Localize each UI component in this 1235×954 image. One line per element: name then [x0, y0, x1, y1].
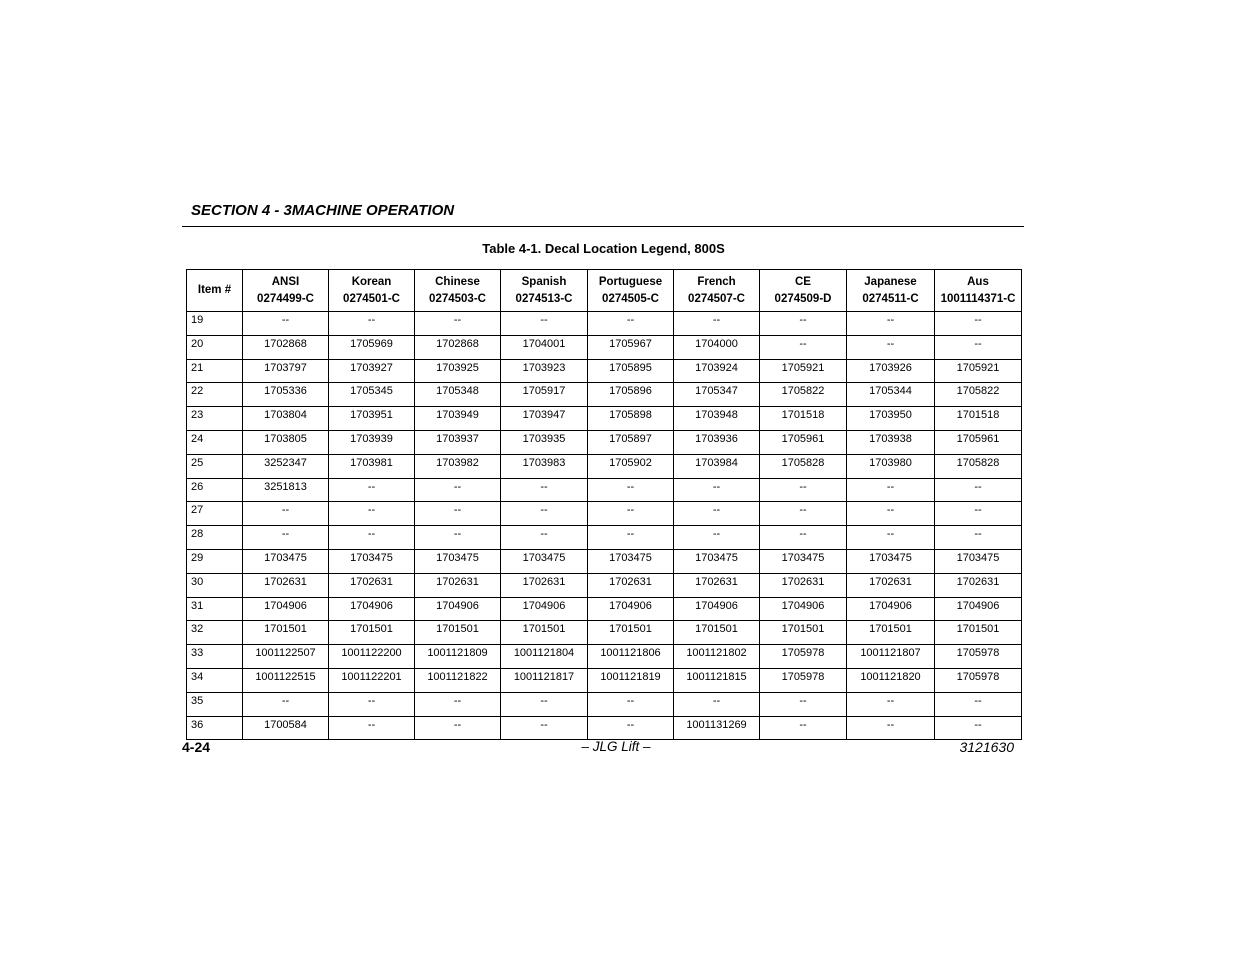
item-number-cell: 32: [187, 621, 243, 645]
column-header-portuguese: [588, 270, 674, 312]
part-number-cell: --: [588, 478, 674, 502]
part-number-cell: 1702631: [935, 573, 1022, 597]
part-number-cell: 1703475: [415, 549, 501, 573]
part-number-cell: 1705828: [935, 454, 1022, 478]
table-header-row: [187, 270, 1022, 312]
part-number-cell: 1703984: [674, 454, 760, 478]
part-number-cell: 1705347: [674, 383, 760, 407]
part-number-cell: 1001121822: [415, 668, 501, 692]
part-number-cell: --: [847, 478, 935, 502]
column-header-spanish: [501, 270, 588, 312]
part-number-cell: 1001121807: [847, 645, 935, 669]
part-number-cell: 3252347: [243, 454, 329, 478]
part-number-cell: 1701501: [501, 621, 588, 645]
part-number-cell: 1705895: [588, 359, 674, 383]
table-row: [187, 359, 1022, 383]
table-row: [187, 597, 1022, 621]
part-number-cell: 1705822: [935, 383, 1022, 407]
footer-center: – JLG Lift –: [581, 739, 651, 754]
column-header-part-number: 0274513-C: [515, 292, 573, 305]
part-number-cell: 1701501: [847, 621, 935, 645]
part-number-cell: 1704906: [501, 597, 588, 621]
part-number-cell: 1700584: [243, 716, 329, 740]
part-number-cell: 1704906: [847, 597, 935, 621]
table-row: [187, 502, 1022, 526]
part-number-cell: 1701518: [760, 407, 847, 431]
column-header-part-number: 0274509-D: [774, 292, 832, 305]
part-number-cell: 1705828: [760, 454, 847, 478]
part-number-cell: --: [847, 526, 935, 550]
part-number-cell: 1703475: [847, 549, 935, 573]
part-number-cell: --: [674, 692, 760, 716]
part-number-cell: 1701501: [935, 621, 1022, 645]
part-number-cell: --: [760, 335, 847, 359]
table-row: [187, 335, 1022, 359]
part-number-cell: 1704906: [329, 597, 415, 621]
table-row: [187, 645, 1022, 669]
part-number-cell: --: [329, 502, 415, 526]
part-number-cell: 1703937: [415, 430, 501, 454]
part-number-cell: 1703951: [329, 407, 415, 431]
part-number-cell: --: [760, 716, 847, 740]
column-header-item: [187, 270, 243, 312]
column-header-name: Item #: [197, 284, 232, 296]
part-number-cell: 1703980: [847, 454, 935, 478]
part-number-cell: --: [243, 312, 329, 336]
part-number-cell: 1703923: [501, 359, 588, 383]
item-number-cell: 26: [187, 478, 243, 502]
part-number-cell: --: [243, 692, 329, 716]
item-number-cell: 25: [187, 454, 243, 478]
table-title: Table 4-1. Decal Location Legend, 800S: [482, 241, 725, 256]
header-rule: [182, 226, 1024, 227]
part-number-cell: --: [501, 526, 588, 550]
decal-legend-table: [186, 269, 1022, 740]
part-number-cell: 1001121802: [674, 645, 760, 669]
part-number-cell: --: [760, 478, 847, 502]
part-number-cell: 1703935: [501, 430, 588, 454]
part-number-cell: 1001121804: [501, 645, 588, 669]
part-number-cell: --: [935, 692, 1022, 716]
part-number-cell: 1703982: [415, 454, 501, 478]
column-header-name: French: [697, 275, 736, 288]
part-number-cell: 1703926: [847, 359, 935, 383]
part-number-cell: 1703475: [935, 549, 1022, 573]
column-header-part-number: 1001114371-C: [940, 292, 1016, 305]
part-number-cell: --: [329, 478, 415, 502]
part-number-cell: 1705961: [935, 430, 1022, 454]
part-number-cell: 1001131269: [674, 716, 760, 740]
part-number-cell: 1001121817: [501, 668, 588, 692]
part-number-cell: --: [674, 312, 760, 336]
part-number-cell: 1701501: [760, 621, 847, 645]
part-number-cell: 1001122200: [329, 645, 415, 669]
part-number-cell: --: [501, 716, 588, 740]
part-number-cell: 1703925: [415, 359, 501, 383]
column-header-korean: [329, 270, 415, 312]
part-number-cell: --: [329, 716, 415, 740]
part-number-cell: 1703475: [501, 549, 588, 573]
item-number-cell: 20: [187, 335, 243, 359]
section-header: SECTION 4 - 3MACHINE OPERATION: [191, 202, 455, 219]
part-number-cell: 1705896: [588, 383, 674, 407]
part-number-cell: --: [588, 716, 674, 740]
table-row: [187, 478, 1022, 502]
item-number-cell: 23: [187, 407, 243, 431]
part-number-cell: 1702631: [588, 573, 674, 597]
part-number-cell: --: [588, 502, 674, 526]
part-number-cell: 1001121809: [415, 645, 501, 669]
part-number-cell: 1704906: [935, 597, 1022, 621]
part-number-cell: 1701501: [243, 621, 329, 645]
part-number-cell: 1702631: [415, 573, 501, 597]
part-number-cell: 1001122201: [329, 668, 415, 692]
part-number-cell: --: [760, 692, 847, 716]
part-number-cell: --: [674, 526, 760, 550]
item-number-cell: 31: [187, 597, 243, 621]
page-number: 4-24: [182, 739, 211, 755]
part-number-cell: --: [415, 526, 501, 550]
part-number-cell: 1705348: [415, 383, 501, 407]
part-number-cell: --: [935, 716, 1022, 740]
column-header-aus: [935, 270, 1022, 312]
column-header-part-number: 0274501-C: [343, 292, 400, 305]
part-number-cell: 1705902: [588, 454, 674, 478]
part-number-cell: --: [935, 526, 1022, 550]
part-number-cell: --: [935, 312, 1022, 336]
part-number-cell: --: [501, 502, 588, 526]
part-number-cell: 1705978: [760, 668, 847, 692]
part-number-cell: --: [935, 502, 1022, 526]
part-number-cell: 1701501: [588, 621, 674, 645]
part-number-cell: 1703804: [243, 407, 329, 431]
part-number-cell: --: [243, 502, 329, 526]
part-number-cell: 1703947: [501, 407, 588, 431]
part-number-cell: --: [760, 526, 847, 550]
part-number-cell: 1702631: [674, 573, 760, 597]
table-row: [187, 573, 1022, 597]
item-number-cell: 19: [187, 312, 243, 336]
part-number-cell: --: [935, 478, 1022, 502]
part-number-cell: 1705967: [588, 335, 674, 359]
part-number-cell: 1001121820: [847, 668, 935, 692]
part-number-cell: 1703805: [243, 430, 329, 454]
part-number-cell: --: [847, 692, 935, 716]
part-number-cell: 3251813: [243, 478, 329, 502]
part-number-cell: 1001121806: [588, 645, 674, 669]
column-header-name: Japanese: [864, 275, 917, 288]
item-number-cell: 24: [187, 430, 243, 454]
part-number-cell: 1705921: [760, 359, 847, 383]
item-number-cell: 36: [187, 716, 243, 740]
part-number-cell: --: [501, 312, 588, 336]
part-number-cell: --: [415, 716, 501, 740]
part-number-cell: --: [588, 312, 674, 336]
column-header-part-number: 0274507-C: [688, 292, 745, 305]
part-number-cell: 1703797: [243, 359, 329, 383]
column-header-name: ANSI: [271, 275, 300, 288]
part-number-cell: 1001122507: [243, 645, 329, 669]
part-number-cell: 1703939: [329, 430, 415, 454]
table-row: [187, 526, 1022, 550]
part-number-cell: 1703983: [501, 454, 588, 478]
item-number-cell: 29: [187, 549, 243, 573]
part-number-cell: --: [329, 692, 415, 716]
table-row: [187, 668, 1022, 692]
part-number-cell: 1705917: [501, 383, 588, 407]
part-number-cell: 1703948: [674, 407, 760, 431]
part-number-cell: 1703927: [329, 359, 415, 383]
table-row: [187, 549, 1022, 573]
column-header-french: [674, 270, 760, 312]
column-header-ce: [760, 270, 847, 312]
part-number-cell: --: [760, 502, 847, 526]
item-number-cell: 22: [187, 383, 243, 407]
part-number-cell: --: [243, 526, 329, 550]
part-number-cell: 1705978: [760, 645, 847, 669]
part-number-cell: --: [415, 478, 501, 502]
table-row: [187, 621, 1022, 645]
part-number-cell: 1704001: [501, 335, 588, 359]
part-number-cell: 1705961: [760, 430, 847, 454]
part-number-cell: 1705978: [935, 668, 1022, 692]
part-number-cell: 1705344: [847, 383, 935, 407]
column-header-part-number: 0274499-C: [257, 292, 314, 305]
part-number-cell: 1701501: [674, 621, 760, 645]
table-row: [187, 716, 1022, 740]
part-number-cell: 1703475: [674, 549, 760, 573]
column-header-chinese: [415, 270, 501, 312]
part-number-cell: --: [329, 526, 415, 550]
part-number-cell: --: [847, 502, 935, 526]
part-number-cell: --: [847, 716, 935, 740]
part-number-cell: --: [588, 692, 674, 716]
part-number-cell: 1705969: [329, 335, 415, 359]
part-number-cell: 1704906: [674, 597, 760, 621]
part-number-cell: 1703938: [847, 430, 935, 454]
part-number-cell: --: [501, 478, 588, 502]
part-number-cell: 1705345: [329, 383, 415, 407]
table-row: [187, 692, 1022, 716]
part-number-cell: 1704000: [674, 335, 760, 359]
part-number-cell: 1702868: [243, 335, 329, 359]
part-number-cell: 1705822: [760, 383, 847, 407]
item-number-cell: 33: [187, 645, 243, 669]
part-number-cell: 1705897: [588, 430, 674, 454]
part-number-cell: 1704906: [243, 597, 329, 621]
table-row: [187, 383, 1022, 407]
item-number-cell: 28: [187, 526, 243, 550]
part-number-cell: --: [588, 526, 674, 550]
part-number-cell: 1703950: [847, 407, 935, 431]
part-number-cell: 1703936: [674, 430, 760, 454]
column-header-japanese: [847, 270, 935, 312]
item-number-cell: 21: [187, 359, 243, 383]
part-number-cell: 1703981: [329, 454, 415, 478]
column-header-name: Spanish: [521, 275, 567, 288]
part-number-cell: 1703924: [674, 359, 760, 383]
table-row: [187, 454, 1022, 478]
part-number-cell: 1703475: [588, 549, 674, 573]
part-number-cell: 1703949: [415, 407, 501, 431]
table-row: [187, 407, 1022, 431]
column-header-name: Portuguese: [598, 275, 663, 288]
part-number-cell: 1705921: [935, 359, 1022, 383]
item-number-cell: 34: [187, 668, 243, 692]
part-number-cell: --: [415, 502, 501, 526]
part-number-cell: --: [935, 335, 1022, 359]
part-number-cell: 1702631: [501, 573, 588, 597]
part-number-cell: 1702631: [243, 573, 329, 597]
part-number-cell: 1702631: [760, 573, 847, 597]
part-number-cell: --: [329, 312, 415, 336]
part-number-cell: --: [501, 692, 588, 716]
part-number-cell: 1703475: [760, 549, 847, 573]
part-number-cell: 1702868: [415, 335, 501, 359]
part-number-cell: 1702631: [329, 573, 415, 597]
part-number-cell: 1705336: [243, 383, 329, 407]
part-number-cell: 1001121819: [588, 668, 674, 692]
part-number-cell: 1702631: [847, 573, 935, 597]
part-number-cell: 1703475: [243, 549, 329, 573]
part-number-cell: 1704906: [760, 597, 847, 621]
column-header-part-number: 0274503-C: [429, 292, 486, 305]
doc-number: 3121630: [959, 739, 1014, 755]
item-number-cell: 30: [187, 573, 243, 597]
column-header-name: Chinese: [435, 275, 480, 288]
part-number-cell: 1705898: [588, 407, 674, 431]
part-number-cell: 1705978: [935, 645, 1022, 669]
part-number-cell: --: [760, 312, 847, 336]
column-header-part-number: 0274505-C: [602, 292, 659, 305]
part-number-cell: 1704906: [588, 597, 674, 621]
column-header-name: Aus: [967, 275, 989, 288]
column-header-part-number: 0274511-C: [862, 292, 919, 305]
part-number-cell: 1701518: [935, 407, 1022, 431]
part-number-cell: 1001122515: [243, 668, 329, 692]
table-body: [187, 312, 1022, 740]
item-number-cell: 35: [187, 692, 243, 716]
part-number-cell: 1703475: [329, 549, 415, 573]
part-number-cell: 1701501: [415, 621, 501, 645]
part-number-cell: 1704906: [415, 597, 501, 621]
part-number-cell: --: [847, 335, 935, 359]
column-header-name: Korean: [351, 275, 392, 288]
part-number-cell: --: [674, 502, 760, 526]
part-number-cell: --: [415, 692, 501, 716]
item-number-cell: 27: [187, 502, 243, 526]
table-row: [187, 312, 1022, 336]
part-number-cell: 1701501: [329, 621, 415, 645]
column-header-ansi: [243, 270, 329, 312]
table-row: [187, 430, 1022, 454]
column-header-name: CE: [795, 275, 811, 288]
part-number-cell: --: [415, 312, 501, 336]
part-number-cell: --: [847, 312, 935, 336]
part-number-cell: --: [674, 478, 760, 502]
part-number-cell: 1001121815: [674, 668, 760, 692]
